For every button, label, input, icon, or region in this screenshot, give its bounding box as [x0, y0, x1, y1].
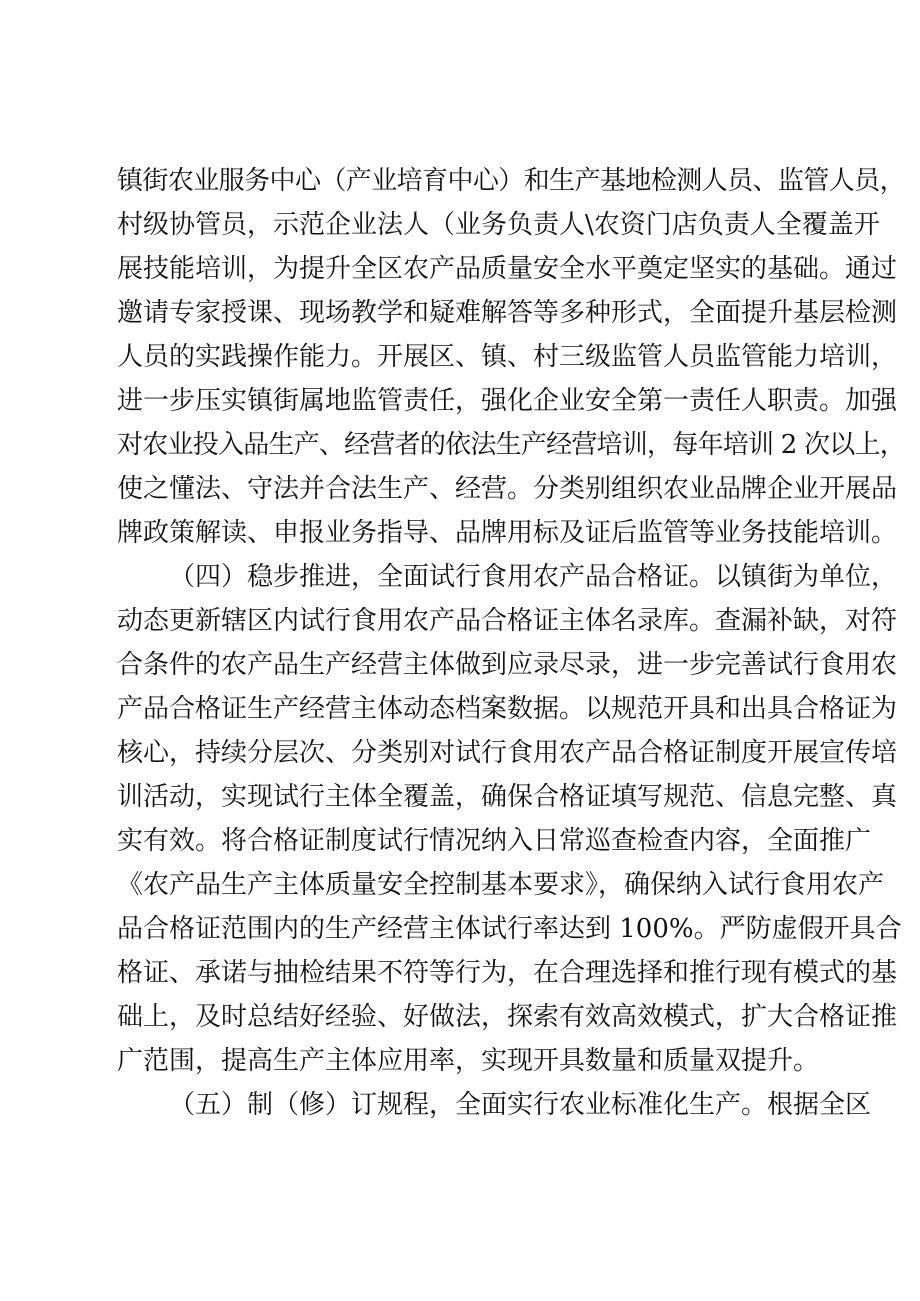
- paragraph-line: 牌政策解读、申报业务指导、品牌用标及证后监管等业务技能培训。: [117, 518, 898, 548]
- paragraph-line: 村级协管员，示范企业法人（业务负责人\农资门店负责人全覆盖开: [117, 210, 880, 240]
- paragraph-line: 《农产品生产主体质量安全控制基本要求》，确保纳入试行食用农产: [117, 870, 885, 900]
- paragraph-line: 实有效。将合格证制度试行情况纳入日常巡查检查内容，全面推广: [117, 826, 872, 856]
- paragraph-line: 础上，及时总结好经验、好做法，探索有效高效模式，扩大合格证推: [117, 1002, 898, 1032]
- paragraph-line: 展技能培训，为提升全区农产品质量安全水平奠定坚实的基础。通过: [117, 254, 898, 284]
- paragraph-line: 使之懂法、守法并合法生产、经营。分类别组织农业品牌企业开展品: [117, 474, 898, 504]
- paragraph-line: 训活动，实现试行主体全覆盖，确保合格证填写规范、信息完整、真: [117, 782, 898, 812]
- paragraph-line: 邀请专家授课、现场教学和疑难解答等多种形式，全面提升基层检测: [117, 298, 898, 328]
- section-heading-line: （四）稳步推进，全面试行食用农产品合格证。以镇街为单位，: [169, 562, 898, 592]
- paragraph-line: 对农业投入品生产、经营者的依法生产经营培训，每年培训 2 次以上，: [117, 430, 905, 460]
- paragraph-line: 动态更新辖区内试行食用农产品合格证主体名录库。查漏补缺，对符: [117, 606, 898, 636]
- paragraph-line: 合条件的农产品生产经营主体做到应录尽录，进一步完善试行食用农: [117, 650, 898, 680]
- paragraph-line: 人员的实践操作能力。开展区、镇、村三级监管人员监管能力培训，: [117, 342, 898, 372]
- paragraph-line: 广范围，提高生产主体应用率，实现开具数量和质量双提升。: [117, 1046, 820, 1076]
- paragraph-line: 格证、承诺与抽检结果不符等行为，在合理选择和推行现有模式的基: [117, 958, 898, 988]
- paragraph-line: 镇街农业服务中心（产业培育中心）和生产基地检测人员、监管人员，: [117, 166, 906, 196]
- paragraph-line: 进一步压实镇街属地监管责任，强化企业安全第一责任人职责。加强: [117, 386, 898, 416]
- section-heading-line: （五）制（修）订规程，全面实行农业标准化生产。根据全区: [169, 1090, 872, 1120]
- paragraph-line: 核心，持续分层次、分类别对试行食用农产品合格证制度开展宣传培: [117, 738, 898, 768]
- paragraph-line: 品合格证范围内的生产经营主体试行率达到 100%。严防虚假开具合: [117, 914, 902, 944]
- paragraph-line: 产品合格证生产经营主体动态档案数据。以规范开具和出具合格证为: [117, 694, 898, 724]
